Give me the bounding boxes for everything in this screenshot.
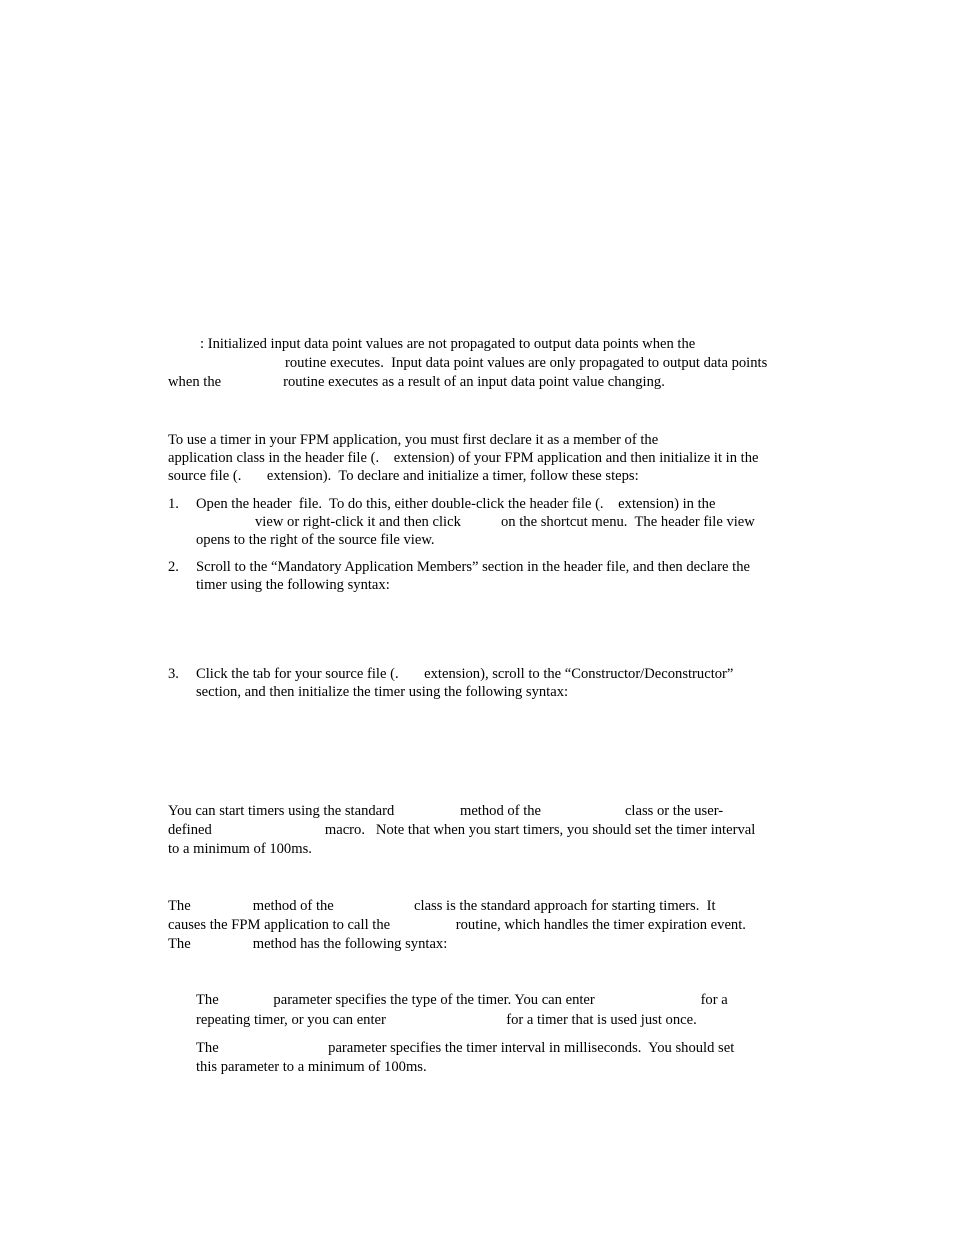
start-timers-line-1: You can start timers using the standard method of the class or the user-: [168, 803, 724, 819]
timer-intro-line-3: source file (. extension). To declare and initialize a timer, follow these steps:: [168, 468, 639, 484]
step-3-number: 3.: [168, 666, 179, 682]
step-3-line-2: section, and then initialize the timer using the following syntax:: [196, 684, 569, 700]
param-type-line-1: The parameter specifies the type of the timer. You can enter for a: [196, 992, 728, 1008]
method-line-2: causes the FPM application to call the routine, which handles the timer expiration event.: [168, 917, 746, 933]
step-1-number: 1.: [168, 496, 179, 512]
param-type-line-2: repeating timer, or you can enter for a timer that is used just once.: [196, 1012, 697, 1028]
start-timers-line-2: defined macro. Note that when you start timers, you should set the timer interval: [168, 822, 756, 838]
step-1-line-3: opens to the right of the source file view.: [196, 532, 435, 548]
step-1-line-1: Open the header file. To do this, either double-click the header file (. extension) in the: [196, 496, 716, 512]
param-interval-line-1: The parameter specifies the timer interval in milliseconds. You should set: [196, 1040, 735, 1056]
timer-intro-line-2: application class in the header file (. extension) of your FPM application and then initialize it in the: [168, 450, 759, 466]
method-line-1: The method of the class is the standard approach for starting timers. It: [168, 898, 716, 914]
note-line-3: when the routine executes as a result of an input data point value changing.: [168, 374, 665, 390]
step-2-number: 2.: [168, 559, 179, 575]
step-1-line-2: view or right-click it and then click on the shortcut menu. The header file view: [255, 514, 755, 530]
note-line-2: routine executes. Input data point values are only propagated to output data points: [285, 355, 768, 371]
start-timers-line-3: to a minimum of 100ms.: [168, 841, 312, 857]
method-line-3: The method has the following syntax:: [168, 936, 448, 952]
timer-intro-line-1: To use a timer in your FPM application, you must first declare it as a member of the: [168, 432, 659, 448]
step-2-line-2: timer using the following syntax:: [196, 577, 390, 593]
note-line-1: : Initialized input data point values are not propagated to output data points when the: [200, 336, 696, 352]
param-interval-line-2: this parameter to a minimum of 100ms.: [196, 1059, 427, 1075]
step-2-line-1: Scroll to the “Mandatory Application Members” section in the header file, and then declare the: [196, 559, 750, 575]
step-3-line-1: Click the tab for your source file (. extension), scroll to the “Constructor/Deconstructor”: [196, 666, 734, 682]
